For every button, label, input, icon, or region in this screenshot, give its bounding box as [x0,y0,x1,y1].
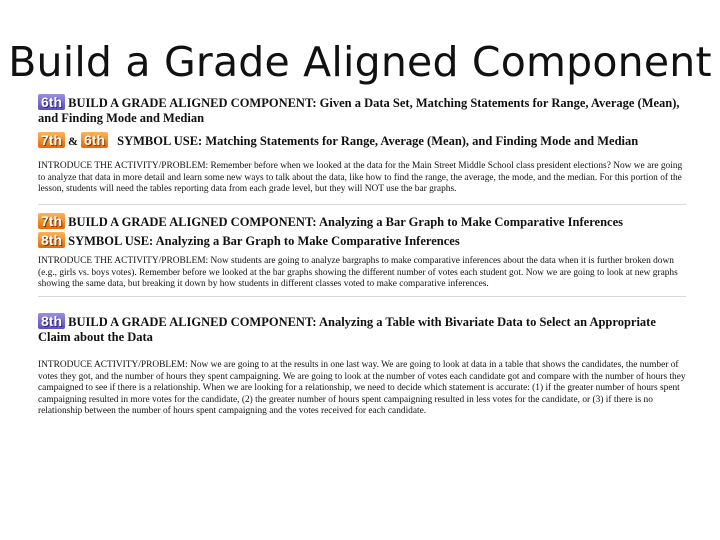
grade-badge-8th: 8th [38,232,65,248]
section-2-paragraph: INTRODUCE THE ACTIVITY/PROBLEM: Now students are going to analyze bargraphs to make comparative inferences about the data when it is further broken down (e.g., girls vs. boys votes). Remember before we looked at the bar graphs showing the different number of votes each student got. Now we are going to look at new graphs showing the same data, but breaking it down by how students in different classes voted to make comparative inferences. [38,256,678,289]
section-3-paragraph: INTRODUCE ACTIVITY/PROBLEM: Now we are going to at the results in one last way. We are going to look at data in a table that shows the candidates, the number of votes they got, and the number of hours they spent campaigning. We are going to look at the number of votes each candidate got and compare with the number of hours they campaigned to see if there is a relationship. When we are looking for a relationship, we need to decide which statement is accurate: (1) if the greater number of hours spent campaigning resulted in more votes for the candidate, (2) the greater number of hours spent campaigning resulted in less votes for the candidate, or (3) if there is no relationship between the number of hours spent campaigning and the votes received for each candidate. [38,360,686,416]
grade-badge-8th-b: 8th [38,313,65,329]
section-6th-heading [38,94,688,126]
section-8th-heading [38,313,688,345]
section-8th-heading-block [38,313,688,345]
divider-1 [38,204,686,205]
grade-badge-6th: 6th [38,94,65,110]
section-8th-symbol-block [38,232,688,249]
section-8th-heading-text: BUILD A GRADE ALIGNED COMPONENT: Analyzing a Table with Bivariate Data to Select an Appropriate Claim about the Data [38,315,656,344]
section-2-paragraph-block [38,256,688,291]
symbol-heading-1 [38,132,688,149]
ampersand: & [68,134,78,148]
divider-2 [38,296,686,297]
section-7th-heading [38,213,688,230]
symbol-heading-2 [38,232,688,249]
symbol-heading-1-text: SYMBOL USE: Matching Statements for Range, Average (Mean), and Finding Mode and Median [117,134,639,148]
section-1-paragraph-block [38,161,688,196]
section-3-paragraph-block [38,360,688,418]
section-1-paragraph: INTRODUCE THE ACTIVITY/PROBLEM: Remember before when we looked at the data for the Main Street Middle School class president elections? Now we are going to analyze that data in more detail and learn some new ways to talk about the data, like how to find the range, the average, the mode, and the median. For this portion of the lesson, students will need the tables reporting data from each grade level, but they will NOT use the bar graphs. [38,161,683,194]
grade-badge-7th: 7th [38,132,65,148]
section-7th-heading-text: BUILD A GRADE ALIGNED COMPONENT: Analyzing a Bar Graph to Make Comparative Inferences [68,215,623,229]
grade-badge-7th-b: 7th [38,213,65,229]
slide-title: Build a Grade Aligned Component [8,38,712,86]
section-7th-heading-block [38,213,688,230]
symbol-heading-2-text: SYMBOL USE: Analyzing a Bar Graph to Make Comparative Inferences [68,234,460,248]
section-6th-heading-block [38,94,688,126]
section-6th-heading-text: BUILD A GRADE ALIGNED COMPONENT: Given a Data Set, Matching Statements for Range, Average (Mean), and Finding Mode and Median [38,96,680,125]
section-7th-symbol-block [38,132,688,149]
grade-badge-6th-b: 6th [81,132,108,148]
